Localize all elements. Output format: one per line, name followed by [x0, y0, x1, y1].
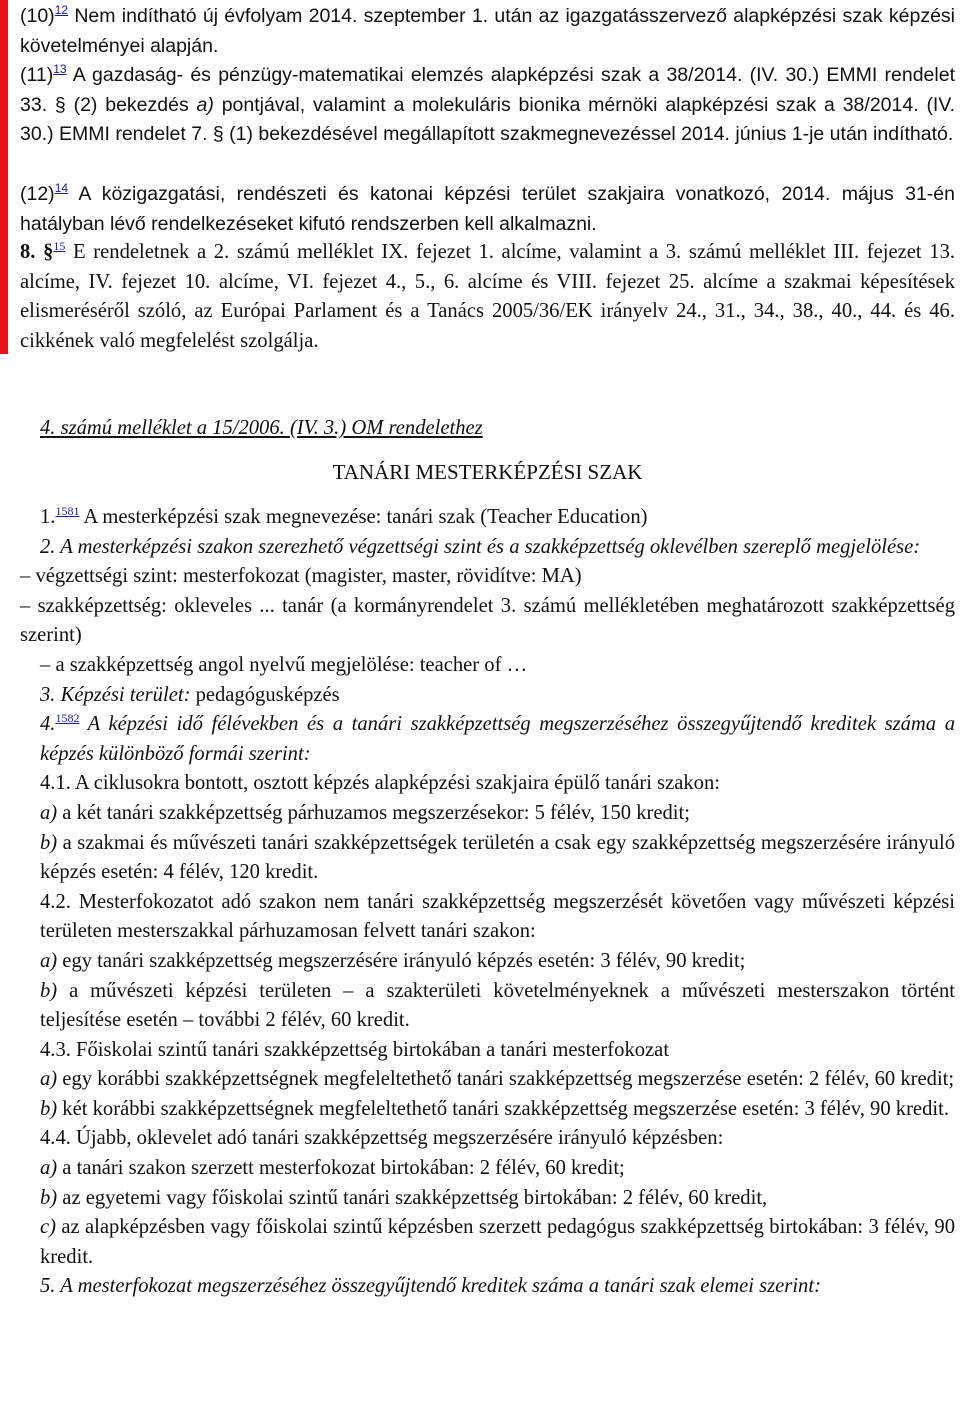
item-4-4-c: c) az alapképzésben vagy főiskolai szintű képzésben szerzett pedagógus szakképzettség birtokában: 3 félév, 90 kredit. — [40, 1216, 955, 1268]
item-5: 5. A mesterfokozat megszerzéséhez összegyűjtendő kreditek száma a tanári szak elemei szerint: — [40, 1275, 821, 1298]
dash-level: – végzettségi szint: mesterfokozat (magister, master, rövidítve: MA) — [20, 565, 582, 588]
item-4-2-b: b) a művészeti képzési területen – a szakterületi követelményeknek a művészeti mesterszakon történt teljesítése esetén – további 2 félév, 60 kredit. — [40, 979, 955, 1032]
item-4-3-b: b) két korábbi szakképzettségnek megfeleltethető tanári szakképzettség megszerzése esetén: 3 félév, 90 kredit. — [40, 1097, 949, 1120]
paragraph-12: $(12)^{14}$ A közigazgatási, rendészeti és katonai képzési terület szakjaira vonatkozó, 2014. május 31-én hatályban lévő rendelkezéseket kifutó rendszerben kell alkalmazni. — [20, 181, 955, 235]
paragraph-10: $(10)^{12}$ Nem indítható új évfolyam 2014. szeptember 1. után az igazgatásszervező alapképzési szak képzési követelményei alapján. — [20, 3, 955, 57]
dash-qualification: – szakképzettség: okleveles ... tanár (a kormányrendelet 3. számú mellékletében meghatározott szakképzettség szerint) — [20, 594, 955, 647]
item-2: 2. A mesterképzési szakon szerezhető végzettségi szint és a szakképzettség oklevélben szereplő megjelölése: — [40, 535, 921, 558]
item-1: 1.$^{1581}$ A mesterképzési szak megnevezése: tanári szak (Teacher Education) — [40, 504, 648, 528]
item-3: 3. Képzési terület: pedagógusképzés — [40, 683, 340, 706]
annex-heading: TANÁRI MESTERKÉPZÉSI SZAK — [332, 460, 643, 484]
section-8: 8. §$^{15}$ E rendeletnek a 2. számú melléklet IX. fejezet 1. alcíme, valamint a 3. számú melléklet III. fejezet 13. alcíme, IV. fejezet 10. alcíme, VI. fejezet 4., 5., 6. alcíme és VIII. fejezet 25. alcíme a szakmai képesítések elismeréséről szóló, az Európai Parlament és a Tanács 2005/36/EK irányelv 24., 31., 34., 38., 40., 44. és 46. cikkének való megfelelést szolgálja. — [20, 239, 956, 352]
item-4-1-a: a) a két tanári szakképzettség párhuzamos megszerzésekor: 5 félév, 150 kredit; — [40, 801, 690, 824]
footnote-link-1582[interactable]: 1582 — [55, 711, 80, 726]
item-4-2-a: a) egy tanári szakképzettség megszerzésére irányuló képzés esetén: 3 félév, 90 kredit; — [40, 949, 746, 972]
item-4-1: 4.1. A ciklusokra bontott, osztott képzés alapképzési szakjaira épülő tanári szakon: — [40, 772, 720, 795]
item-4: 4.$^{1582}$ A képzési idő félévekben és a tanári szakképzettség megszerzéséhez összegyűjtendő kreditek száma a képzés különböző formái szerint: — [40, 711, 955, 765]
revision-marker-bar — [0, 0, 8, 354]
paragraph-11: $(11)^{13}$ A gazdaság- és pénzügy-matematikai elemzés alapképzési szak a 38/2014. (IV. 30.) EMMI rendelet 33. § (2) bekezdés a) pontjával, valamint a molekuláris bionika mérnöki alapképzési szak a 38/2014. (IV. 30.) EMMI rendelet 7. § (1) bekezdésével megállapított szakmegnevezéssel 2014. június 1-je után indítható. — [20, 62, 955, 146]
footnote-link-1581[interactable]: 1581 — [55, 504, 80, 518]
footnote-link-14[interactable]: 14 — [54, 181, 69, 195]
item-4-1-b: b) a szakmai és művészeti tanári szakképzettségek területén a csak egy szakképzettség megszerzésére irányuló képzés esetén: 4 félév, 120 kredit. — [40, 831, 955, 884]
item-4-4-a: a) a tanári szakon szerzett mesterfokozat birtokában: 2 félév, 60 kredit; — [40, 1157, 625, 1180]
footnote-link-12[interactable]: 12 — [54, 3, 69, 17]
item-4-3-a: a) egy korábbi szakképzettségnek megfeleltethető tanári szakképzettség megszerzése esetén: 2 félév, 60 kredit; — [40, 1068, 955, 1091]
annex-body — [20, 503, 955, 1302]
item-4-3: 4.3. Főiskolai szintű tanári szakképzettség birtokában a tanári mesterfokozat — [40, 1038, 670, 1061]
annex-title: 4. számú melléklet a 15/2006. (IV. 3.) OM rendelethez — [40, 417, 483, 439]
item-4-2: 4.2. Mesterfokozatot adó szakon nem tanári szakképzettség megszerzését követően vagy művészeti képzési területen mesterszakkal párhuzamosan felvett tanári szakon: — [40, 890, 955, 943]
item-4-4: 4.4. Újabb, oklevelet adó tanári szakképzettség megszerzésére irányuló képzésben: — [40, 1127, 724, 1150]
footnote-link-13[interactable]: 13 — [53, 62, 67, 76]
footnote-link-15[interactable]: 15 — [53, 239, 66, 253]
item-4-4-b: b) az egyetemi vagy főiskolai szintű tanári szakképzettség birtokában: 2 félév, 60 kredit, — [40, 1186, 768, 1209]
dash-english-name: – a szakképzettség angol nyelvű megjelölése: teacher of … — [40, 653, 528, 676]
